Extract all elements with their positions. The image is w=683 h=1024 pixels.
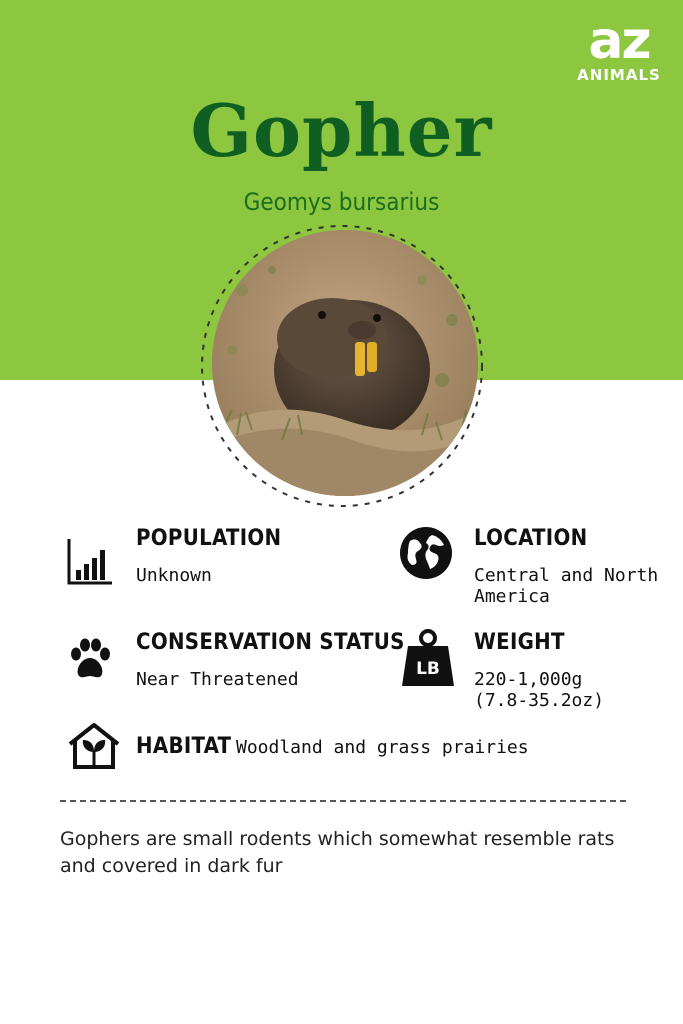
- gopher-photo: [212, 230, 478, 496]
- weight-lb-icon: [400, 628, 456, 695]
- conservation-value: Near Threatened: [136, 669, 299, 690]
- weight-label: WEIGHT: [474, 630, 565, 655]
- house-plant-icon: [66, 722, 122, 775]
- logo-text: ANIMALS: [577, 66, 661, 84]
- population-value: Unknown: [136, 565, 212, 586]
- conservation-label: CONSERVATION STATUS: [136, 630, 405, 655]
- location-label: LOCATION: [474, 526, 588, 551]
- globe-icon: [398, 525, 454, 586]
- dashed-divider: [60, 800, 626, 802]
- paw-icon: [66, 636, 114, 689]
- bar-chart-icon: [66, 536, 114, 591]
- animal-name: Gopher: [190, 88, 493, 173]
- weight-value: 220-1,000g (7.8-35.2oz): [474, 669, 605, 711]
- gopher-illustration: [212, 230, 478, 496]
- az-animals-logo[interactable]: [577, 11, 661, 84]
- habitat-value: Woodland and grass prairies: [236, 737, 529, 758]
- weight-icon-text: LB: [416, 659, 440, 679]
- location-value: Central and North America: [474, 565, 659, 607]
- population-label: POPULATION: [136, 526, 282, 551]
- habitat-label: HABITAT: [136, 734, 232, 759]
- animal-description: Gophers are small rodents which somewhat resemble rats and covered in dark fur: [60, 828, 615, 877]
- logo-mark: az: [588, 11, 650, 71]
- scientific-name: Geomys bursarius: [243, 188, 440, 216]
